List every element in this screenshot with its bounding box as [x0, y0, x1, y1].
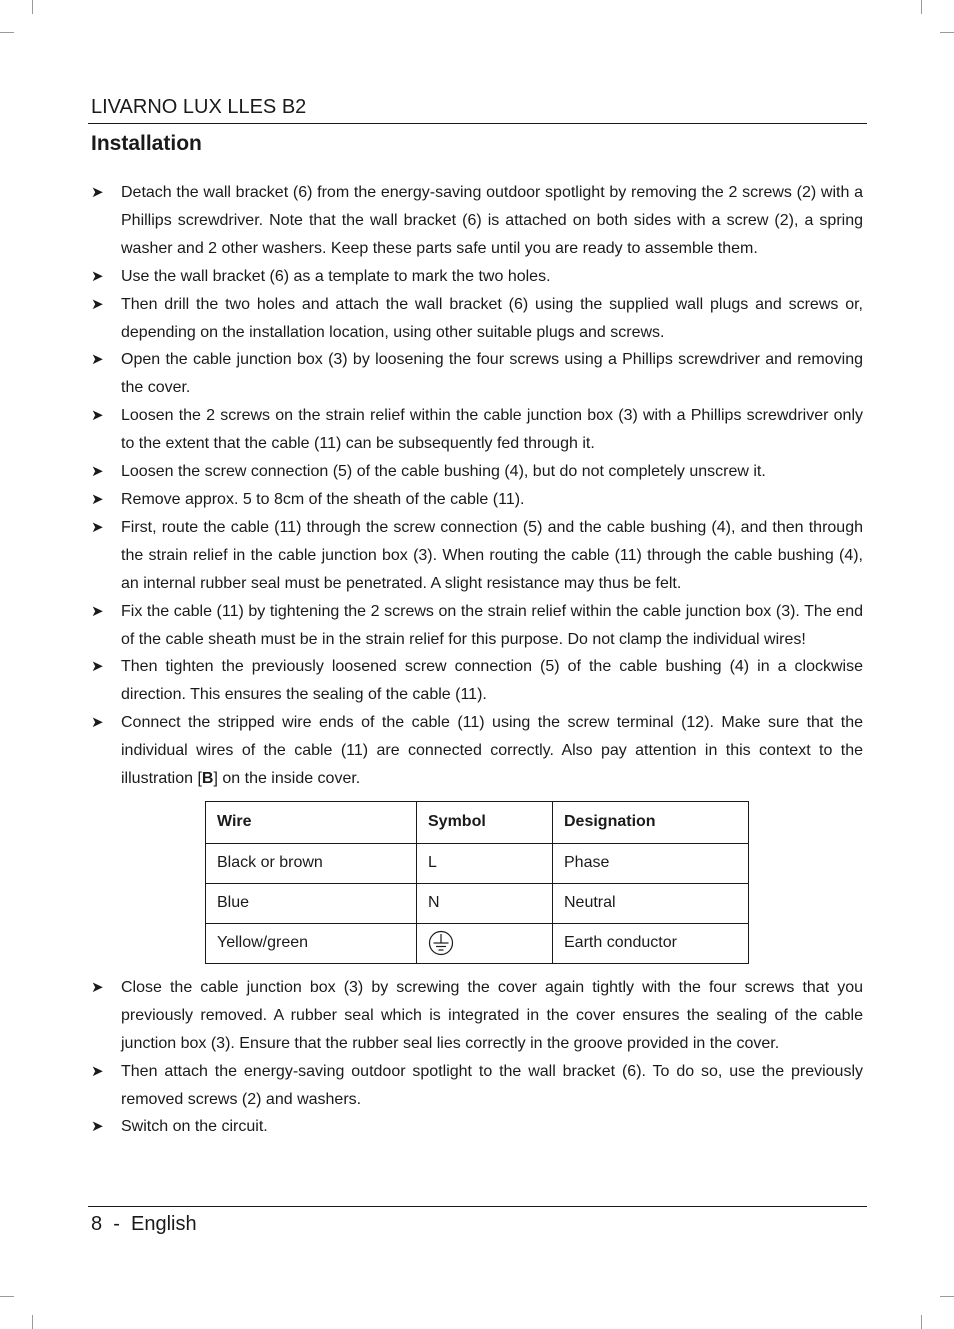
list-item [91, 458, 863, 486]
designation-cell: Earth conductor [553, 923, 749, 963]
crop-mark [921, 0, 922, 14]
crop-mark [32, 0, 33, 14]
arrowhead-bullet-icon: ➤ [91, 463, 104, 481]
list-item [91, 346, 863, 402]
wire-cell: Yellow/green [206, 923, 417, 963]
arrowhead-bullet-icon: ➤ [91, 490, 104, 508]
designation-cell: Phase [553, 843, 749, 883]
crop-mark [940, 32, 954, 33]
arrowhead-bullet-icon: ➤ [91, 1118, 104, 1136]
arrowhead-bullet-icon: ➤ [91, 658, 104, 676]
step-text: Then attach the energy-saving outdoor spotlight to the wall bracket (6). To do so, use the previously removed screws (2) and washers. [121, 1062, 863, 1108]
list-item [91, 653, 863, 709]
arrowhead-bullet-icon: ➤ [91, 1062, 104, 1080]
arrowhead-bullet-icon: ➤ [91, 267, 104, 285]
table-row [206, 923, 749, 963]
section-title: Installation [91, 132, 202, 155]
wire-table [205, 801, 749, 964]
step-text: Loosen the screw connection (5) of the cable bushing (4), but do not completely unscrew it. [121, 463, 766, 481]
header-rule [88, 123, 867, 124]
footer-rule [88, 1206, 867, 1207]
step-text: First, route the cable (11) through the screw connection (5) and the cable bushing (4), and then through the strain relief in the cable junction box (3). When routing the cable (11) through the cable bushing (4), an internal rubber seal must be penetrated. A slight resistance may thus be felt. [121, 518, 863, 592]
list-item [91, 486, 863, 514]
earth-ground-icon [428, 930, 454, 956]
table-row [206, 883, 749, 923]
symbol-cell [417, 923, 553, 963]
step-text: Connect the stripped wire ends of the cable (11) using the screw terminal (12). Make sure that the individual wires of the cable (11) are connected correctly. Also pay attention in this context to the illustration [ [121, 714, 863, 788]
step-text: Remove approx. 5 to 8cm of the sheath of the cable (11). [121, 490, 525, 508]
illustration-ref: B [201, 770, 214, 788]
crop-mark [0, 1296, 14, 1297]
column-header-designation: Designation [553, 801, 749, 843]
arrowhead-bullet-icon: ➤ [91, 518, 104, 536]
symbol-cell: N [417, 883, 553, 923]
arrowhead-bullet-icon: ➤ [91, 295, 104, 313]
step-text: Then drill the two holes and attach the wall bracket (6) using the supplied wall plugs and screws or, depending on the installation location, using other suitable plugs and screws. [121, 295, 863, 341]
arrowhead-bullet-icon: ➤ [91, 714, 104, 732]
table-row [206, 843, 749, 883]
symbol-cell: L [417, 843, 553, 883]
step-text: Open the cable junction box (3) by loosening the four screws using a Phillips screwdriver and removing the cover. [121, 351, 863, 397]
arrowhead-bullet-icon: ➤ [91, 184, 104, 201]
list-item [91, 291, 863, 347]
arrowhead-bullet-icon: ➤ [91, 407, 104, 425]
step-text: ] on the inside cover. [213, 770, 361, 788]
step-text: Then tighten the previously loosened screw connection (5) of the cable bushing (4) in a clockwise direction. This ensures the sealing of the cable (11). [121, 658, 863, 704]
step-text: Switch on the circuit. [121, 1118, 268, 1136]
crop-mark [921, 1315, 922, 1329]
page-footer: 8 - English [91, 1213, 197, 1235]
crop-mark [0, 32, 14, 33]
list-item [91, 709, 863, 793]
document-header: LIVARNO LUX LLES B2 [91, 96, 307, 118]
list-item [91, 1113, 863, 1141]
list-item [91, 179, 863, 263]
column-header-symbol: Symbol [417, 801, 553, 843]
wire-table-container [91, 801, 863, 964]
arrowhead-bullet-icon: ➤ [91, 602, 104, 620]
arrowhead-bullet-icon: ➤ [91, 978, 104, 996]
step-text: Detach the wall bracket (6) from the energy-saving outdoor spotlight by removing the 2 screws (2) with a Phillips screwdriver. Note that the wall bracket (6) is attached on both sides with a screw (2), a spring washer and 2 other washers. Keep these parts safe until you are ready to assemble them. [121, 184, 863, 257]
step-text: Use the wall bracket (6) as a template to mark the two holes. [121, 267, 551, 285]
step-text: Close the cable junction box (3) by screwing the cover again tightly with the four screws that you previously removed. A rubber seal which is integrated in the cover ensures the sealing of the cable junction box (3). Ensure that the rubber seal lies correctly in the groove provided in the cover. [121, 978, 863, 1052]
wire-cell: Blue [206, 883, 417, 923]
designation-cell: Neutral [553, 883, 749, 923]
wire-cell: Black or brown [206, 843, 417, 883]
list-item [91, 974, 863, 1058]
crop-mark [32, 1315, 33, 1329]
crop-mark [940, 1296, 954, 1297]
list-item [91, 263, 863, 291]
step-text: Fix the cable (11) by tightening the 2 screws on the strain relief within the cable junction box (3). The end of the cable sheath must be in the strain relief for this purpose. Do not clamp the individual wires! [121, 602, 863, 648]
list-item [91, 514, 863, 598]
column-header-wire: Wire [206, 801, 417, 843]
list-item [91, 402, 863, 458]
step-text: Loosen the 2 screws on the strain relief within the cable junction box (3) with a Phillips screwdriver only to the extent that the cable (11) can be subsequently fed through it. [121, 407, 863, 453]
table-header-row [206, 801, 749, 843]
list-item [91, 598, 863, 654]
installation-steps [91, 179, 863, 1141]
list-item [91, 1058, 863, 1114]
arrowhead-bullet-icon: ➤ [91, 351, 104, 369]
